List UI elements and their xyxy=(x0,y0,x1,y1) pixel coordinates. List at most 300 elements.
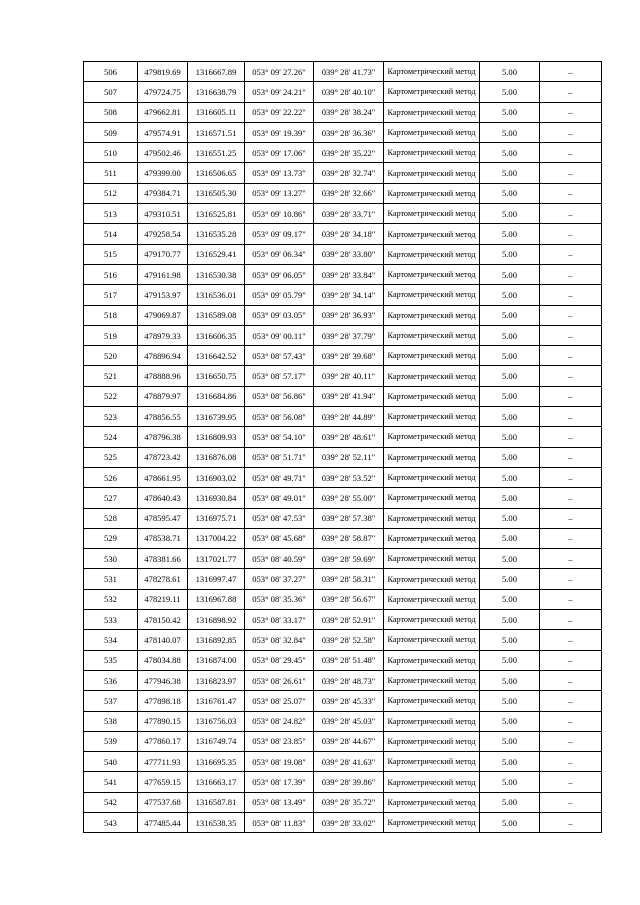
accuracy-cell: 5.00 xyxy=(480,528,540,548)
latitude-cell: 053° 09' 06.34" xyxy=(245,244,314,264)
table-row xyxy=(84,143,602,163)
longitude-cell: 039° 28' 52.91" xyxy=(314,610,384,630)
note-cell: – xyxy=(540,610,602,630)
latitude-cell: 053° 08' 54.10" xyxy=(245,427,314,447)
longitude-cell: 039° 28' 34.14" xyxy=(314,285,384,305)
note-cell: – xyxy=(540,244,602,264)
method-cell: Картометрический метод xyxy=(384,366,480,386)
table-row xyxy=(84,467,602,487)
latitude-cell: 053° 08' 57.17" xyxy=(245,366,314,386)
longitude-cell: 039° 28' 55.00" xyxy=(314,488,384,508)
x-coordinate-cell: 479384.71 xyxy=(138,183,188,203)
table-row xyxy=(84,752,602,772)
method-cell: Картометрический метод xyxy=(384,467,480,487)
accuracy-cell: 5.00 xyxy=(480,812,540,832)
x-coordinate-cell: 478140.07 xyxy=(138,630,188,650)
y-coordinate-cell: 1316642.52 xyxy=(188,346,245,366)
accuracy-cell: 5.00 xyxy=(480,285,540,305)
method-cell: Картометрический метод xyxy=(384,204,480,224)
longitude-cell: 039° 28' 40.10" xyxy=(314,82,384,102)
method-cell: Картометрический метод xyxy=(384,670,480,690)
y-coordinate-cell: 1316589.08 xyxy=(188,305,245,325)
longitude-cell: 039° 28' 59.69" xyxy=(314,549,384,569)
accuracy-cell: 5.00 xyxy=(480,427,540,447)
note-cell: – xyxy=(540,630,602,650)
longitude-cell: 039° 28' 39.68" xyxy=(314,346,384,366)
note-cell: – xyxy=(540,407,602,427)
y-coordinate-cell: 1316529.41 xyxy=(188,244,245,264)
x-coordinate-cell: 477890.15 xyxy=(138,711,188,731)
note-cell: – xyxy=(540,305,602,325)
method-cell: Картометрический метод xyxy=(384,163,480,183)
accuracy-cell: 5.00 xyxy=(480,102,540,122)
table-row xyxy=(84,589,602,609)
point-number-cell: 525 xyxy=(84,447,138,467)
method-cell: Картометрический метод xyxy=(384,589,480,609)
accuracy-cell: 5.00 xyxy=(480,346,540,366)
method-cell: Картометрический метод xyxy=(384,630,480,650)
x-coordinate-cell: 478896.94 xyxy=(138,346,188,366)
method-cell: Картометрический метод xyxy=(384,122,480,142)
note-cell: – xyxy=(540,752,602,772)
x-coordinate-cell: 478888.96 xyxy=(138,366,188,386)
point-number-cell: 535 xyxy=(84,650,138,670)
point-number-cell: 542 xyxy=(84,792,138,812)
y-coordinate-cell: 1316571.51 xyxy=(188,122,245,142)
latitude-cell: 053° 09' 13.73" xyxy=(245,163,314,183)
x-coordinate-cell: 479161.98 xyxy=(138,264,188,284)
accuracy-cell: 5.00 xyxy=(480,630,540,650)
accuracy-cell: 5.00 xyxy=(480,589,540,609)
latitude-cell: 053° 08' 49.71" xyxy=(245,467,314,487)
table-row xyxy=(84,630,602,650)
method-cell: Картометрический метод xyxy=(384,407,480,427)
longitude-cell: 039° 28' 41.63" xyxy=(314,752,384,772)
point-number-cell: 539 xyxy=(84,731,138,751)
y-coordinate-cell: 1316535.28 xyxy=(188,224,245,244)
method-cell: Картометрический метод xyxy=(384,549,480,569)
note-cell: – xyxy=(540,285,602,305)
latitude-cell: 053° 09' 09.17" xyxy=(245,224,314,244)
table-row xyxy=(84,610,602,630)
point-number-cell: 512 xyxy=(84,183,138,203)
table-row xyxy=(84,366,602,386)
latitude-cell: 053° 08' 26.61" xyxy=(245,670,314,690)
x-coordinate-cell: 478219.11 xyxy=(138,589,188,609)
x-coordinate-cell: 477485.44 xyxy=(138,812,188,832)
table-row xyxy=(84,508,602,528)
note-cell: – xyxy=(540,569,602,589)
x-coordinate-cell: 478661.95 xyxy=(138,467,188,487)
latitude-cell: 053° 08' 51.71" xyxy=(245,447,314,467)
accuracy-cell: 5.00 xyxy=(480,549,540,569)
accuracy-cell: 5.00 xyxy=(480,711,540,731)
note-cell: – xyxy=(540,528,602,548)
y-coordinate-cell: 1316876.08 xyxy=(188,447,245,467)
accuracy-cell: 5.00 xyxy=(480,325,540,345)
latitude-cell: 053° 08' 35.36" xyxy=(245,589,314,609)
point-number-cell: 527 xyxy=(84,488,138,508)
accuracy-cell: 5.00 xyxy=(480,143,540,163)
point-number-cell: 513 xyxy=(84,204,138,224)
latitude-cell: 053° 09' 27.26" xyxy=(245,62,314,82)
point-number-cell: 518 xyxy=(84,305,138,325)
table-row xyxy=(84,163,602,183)
point-number-cell: 538 xyxy=(84,711,138,731)
table-row xyxy=(84,731,602,751)
accuracy-cell: 5.00 xyxy=(480,508,540,528)
table-row xyxy=(84,549,602,569)
point-number-cell: 530 xyxy=(84,549,138,569)
longitude-cell: 039° 28' 35.22" xyxy=(314,143,384,163)
note-cell: – xyxy=(540,467,602,487)
longitude-cell: 039° 28' 33.84" xyxy=(314,264,384,284)
y-coordinate-cell: 1316667.89 xyxy=(188,62,245,82)
accuracy-cell: 5.00 xyxy=(480,650,540,670)
longitude-cell: 039° 28' 58.87" xyxy=(314,528,384,548)
accuracy-cell: 5.00 xyxy=(480,82,540,102)
table-row xyxy=(84,102,602,122)
longitude-cell: 039° 28' 33.71" xyxy=(314,204,384,224)
method-cell: Картометрический метод xyxy=(384,427,480,447)
method-cell: Картометрический метод xyxy=(384,772,480,792)
method-cell: Картометрический метод xyxy=(384,731,480,751)
accuracy-cell: 5.00 xyxy=(480,792,540,812)
method-cell: Картометрический метод xyxy=(384,610,480,630)
y-coordinate-cell: 1316695.35 xyxy=(188,752,245,772)
point-number-cell: 514 xyxy=(84,224,138,244)
note-cell: – xyxy=(540,650,602,670)
note-cell: – xyxy=(540,488,602,508)
method-cell: Картометрический метод xyxy=(384,244,480,264)
latitude-cell: 053° 08' 29.45" xyxy=(245,650,314,670)
x-coordinate-cell: 478538.71 xyxy=(138,528,188,548)
note-cell: – xyxy=(540,366,602,386)
table-row xyxy=(84,264,602,284)
table-row xyxy=(84,285,602,305)
longitude-cell: 039° 28' 33.80" xyxy=(314,244,384,264)
note-cell: – xyxy=(540,325,602,345)
y-coordinate-cell: 1316587.81 xyxy=(188,792,245,812)
y-coordinate-cell: 1316967.88 xyxy=(188,589,245,609)
latitude-cell: 053° 08' 32.84" xyxy=(245,630,314,650)
point-number-cell: 524 xyxy=(84,427,138,447)
table-row xyxy=(84,407,602,427)
accuracy-cell: 5.00 xyxy=(480,670,540,690)
method-cell: Картометрический метод xyxy=(384,528,480,548)
x-coordinate-cell: 479662.81 xyxy=(138,102,188,122)
accuracy-cell: 5.00 xyxy=(480,569,540,589)
point-number-cell: 519 xyxy=(84,325,138,345)
latitude-cell: 053° 08' 24.82" xyxy=(245,711,314,731)
latitude-cell: 053° 09' 03.05" xyxy=(245,305,314,325)
latitude-cell: 053° 08' 11.83" xyxy=(245,812,314,832)
point-number-cell: 543 xyxy=(84,812,138,832)
table-row xyxy=(84,122,602,142)
point-number-cell: 533 xyxy=(84,610,138,630)
accuracy-cell: 5.00 xyxy=(480,731,540,751)
method-cell: Картометрический метод xyxy=(384,62,480,82)
accuracy-cell: 5.00 xyxy=(480,163,540,183)
method-cell: Картометрический метод xyxy=(384,792,480,812)
y-coordinate-cell: 1316997.47 xyxy=(188,569,245,589)
method-cell: Картометрический метод xyxy=(384,143,480,163)
y-coordinate-cell: 1316761.47 xyxy=(188,691,245,711)
y-coordinate-cell: 1316739.95 xyxy=(188,407,245,427)
y-coordinate-cell: 1316823.97 xyxy=(188,670,245,690)
x-coordinate-cell: 479819.69 xyxy=(138,62,188,82)
y-coordinate-cell: 1316638.79 xyxy=(188,82,245,102)
accuracy-cell: 5.00 xyxy=(480,122,540,142)
x-coordinate-cell: 479258.54 xyxy=(138,224,188,244)
latitude-cell: 053° 08' 25.07" xyxy=(245,691,314,711)
y-coordinate-cell: 1316650.75 xyxy=(188,366,245,386)
longitude-cell: 039° 28' 36.93" xyxy=(314,305,384,325)
note-cell: – xyxy=(540,386,602,406)
note-cell: – xyxy=(540,508,602,528)
method-cell: Картометрический метод xyxy=(384,508,480,528)
y-coordinate-cell: 1316536.01 xyxy=(188,285,245,305)
note-cell: – xyxy=(540,447,602,467)
x-coordinate-cell: 478856.55 xyxy=(138,407,188,427)
x-coordinate-cell: 479399.00 xyxy=(138,163,188,183)
method-cell: Картометрический метод xyxy=(384,812,480,832)
note-cell: – xyxy=(540,589,602,609)
note-cell: – xyxy=(540,670,602,690)
point-number-cell: 520 xyxy=(84,346,138,366)
method-cell: Картометрический метод xyxy=(384,82,480,102)
longitude-cell: 039° 28' 56.67" xyxy=(314,589,384,609)
longitude-cell: 039° 28' 52.11" xyxy=(314,447,384,467)
accuracy-cell: 5.00 xyxy=(480,447,540,467)
point-number-cell: 532 xyxy=(84,589,138,609)
latitude-cell: 053° 09' 19.39" xyxy=(245,122,314,142)
x-coordinate-cell: 477537.68 xyxy=(138,792,188,812)
point-number-cell: 540 xyxy=(84,752,138,772)
accuracy-cell: 5.00 xyxy=(480,366,540,386)
y-coordinate-cell: 1316530.38 xyxy=(188,264,245,284)
table-row xyxy=(84,204,602,224)
accuracy-cell: 5.00 xyxy=(480,204,540,224)
note-cell: – xyxy=(540,772,602,792)
point-number-cell: 509 xyxy=(84,122,138,142)
x-coordinate-cell: 477860.17 xyxy=(138,731,188,751)
method-cell: Картометрический метод xyxy=(384,447,480,467)
longitude-cell: 039° 28' 36.36" xyxy=(314,122,384,142)
longitude-cell: 039° 28' 35.72" xyxy=(314,792,384,812)
note-cell: – xyxy=(540,102,602,122)
latitude-cell: 053° 09' 17.06" xyxy=(245,143,314,163)
accuracy-cell: 5.00 xyxy=(480,772,540,792)
point-number-cell: 506 xyxy=(84,62,138,82)
longitude-cell: 039° 28' 38.24" xyxy=(314,102,384,122)
note-cell: – xyxy=(540,711,602,731)
latitude-cell: 053° 08' 49.01" xyxy=(245,488,314,508)
point-number-cell: 526 xyxy=(84,467,138,487)
x-coordinate-cell: 477659.15 xyxy=(138,772,188,792)
y-coordinate-cell: 1316809.93 xyxy=(188,427,245,447)
latitude-cell: 053° 09' 13.27" xyxy=(245,183,314,203)
x-coordinate-cell: 478979.33 xyxy=(138,325,188,345)
note-cell: – xyxy=(540,792,602,812)
note-cell: – xyxy=(540,264,602,284)
longitude-cell: 039° 28' 58.31" xyxy=(314,569,384,589)
note-cell: – xyxy=(540,549,602,569)
longitude-cell: 039° 28' 48.61" xyxy=(314,427,384,447)
method-cell: Картометрический метод xyxy=(384,569,480,589)
longitude-cell: 039° 28' 44.67" xyxy=(314,731,384,751)
accuracy-cell: 5.00 xyxy=(480,752,540,772)
y-coordinate-cell: 1316505.30 xyxy=(188,183,245,203)
method-cell: Картометрический метод xyxy=(384,711,480,731)
point-number-cell: 522 xyxy=(84,386,138,406)
x-coordinate-cell: 478150.42 xyxy=(138,610,188,630)
point-number-cell: 507 xyxy=(84,82,138,102)
y-coordinate-cell: 1316684.86 xyxy=(188,386,245,406)
longitude-cell: 039° 28' 45.33" xyxy=(314,691,384,711)
table-row xyxy=(84,224,602,244)
accuracy-cell: 5.00 xyxy=(480,691,540,711)
point-number-cell: 537 xyxy=(84,691,138,711)
table-row xyxy=(84,183,602,203)
y-coordinate-cell: 1316892.85 xyxy=(188,630,245,650)
latitude-cell: 053° 08' 45.68" xyxy=(245,528,314,548)
latitude-cell: 053° 09' 22.22" xyxy=(245,102,314,122)
table-row xyxy=(84,812,602,832)
note-cell: – xyxy=(540,62,602,82)
note-cell: – xyxy=(540,163,602,183)
x-coordinate-cell: 477898.18 xyxy=(138,691,188,711)
longitude-cell: 039° 28' 53.52" xyxy=(314,467,384,487)
note-cell: – xyxy=(540,183,602,203)
y-coordinate-cell: 1316903.02 xyxy=(188,467,245,487)
point-number-cell: 515 xyxy=(84,244,138,264)
longitude-cell: 039° 28' 51.48" xyxy=(314,650,384,670)
longitude-cell: 039° 28' 33.02" xyxy=(314,812,384,832)
point-number-cell: 523 xyxy=(84,407,138,427)
latitude-cell: 053° 08' 17.39" xyxy=(245,772,314,792)
table-row xyxy=(84,569,602,589)
x-coordinate-cell: 479069.87 xyxy=(138,305,188,325)
coordinates-table xyxy=(83,61,602,833)
y-coordinate-cell: 1317004.22 xyxy=(188,528,245,548)
accuracy-cell: 5.00 xyxy=(480,407,540,427)
y-coordinate-cell: 1316538.35 xyxy=(188,812,245,832)
method-cell: Картометрический метод xyxy=(384,224,480,244)
method-cell: Картометрический метод xyxy=(384,183,480,203)
longitude-cell: 039° 28' 45.03" xyxy=(314,711,384,731)
table-row xyxy=(84,244,602,264)
method-cell: Картометрический метод xyxy=(384,264,480,284)
x-coordinate-cell: 479153.97 xyxy=(138,285,188,305)
x-coordinate-cell: 478278.61 xyxy=(138,569,188,589)
y-coordinate-cell: 1317021.77 xyxy=(188,549,245,569)
latitude-cell: 053° 08' 57.43" xyxy=(245,346,314,366)
x-coordinate-cell: 479574.91 xyxy=(138,122,188,142)
point-number-cell: 528 xyxy=(84,508,138,528)
accuracy-cell: 5.00 xyxy=(480,224,540,244)
point-number-cell: 531 xyxy=(84,569,138,589)
point-number-cell: 536 xyxy=(84,670,138,690)
table-row xyxy=(84,772,602,792)
longitude-cell: 039° 28' 32.74" xyxy=(314,163,384,183)
x-coordinate-cell: 478640.43 xyxy=(138,488,188,508)
longitude-cell: 039° 28' 41.94" xyxy=(314,386,384,406)
method-cell: Картометрический метод xyxy=(384,102,480,122)
table-row xyxy=(84,346,602,366)
x-coordinate-cell: 477946.38 xyxy=(138,670,188,690)
method-cell: Картометрический метод xyxy=(384,305,480,325)
latitude-cell: 053° 09' 00.11" xyxy=(245,325,314,345)
method-cell: Картометрический метод xyxy=(384,386,480,406)
note-cell: – xyxy=(540,204,602,224)
latitude-cell: 053° 09' 10.86" xyxy=(245,204,314,224)
method-cell: Картометрический метод xyxy=(384,285,480,305)
table-row xyxy=(84,670,602,690)
y-coordinate-cell: 1316874.00 xyxy=(188,650,245,670)
x-coordinate-cell: 479724.75 xyxy=(138,82,188,102)
point-number-cell: 517 xyxy=(84,285,138,305)
latitude-cell: 053° 08' 23.85" xyxy=(245,731,314,751)
accuracy-cell: 5.00 xyxy=(480,467,540,487)
longitude-cell: 039° 28' 37.79" xyxy=(314,325,384,345)
x-coordinate-cell: 478034.88 xyxy=(138,650,188,670)
table-row xyxy=(84,691,602,711)
table-row xyxy=(84,305,602,325)
note-cell: – xyxy=(540,691,602,711)
accuracy-cell: 5.00 xyxy=(480,183,540,203)
longitude-cell: 039° 28' 48.73" xyxy=(314,670,384,690)
method-cell: Картометрический метод xyxy=(384,752,480,772)
latitude-cell: 053° 08' 56.86" xyxy=(245,386,314,406)
table-row xyxy=(84,792,602,812)
x-coordinate-cell: 479310.51 xyxy=(138,204,188,224)
longitude-cell: 039° 28' 57.38" xyxy=(314,508,384,528)
longitude-cell: 039° 28' 52.58" xyxy=(314,630,384,650)
accuracy-cell: 5.00 xyxy=(480,62,540,82)
longitude-cell: 039° 28' 39.86" xyxy=(314,772,384,792)
table-row xyxy=(84,62,602,82)
point-number-cell: 521 xyxy=(84,366,138,386)
note-cell: – xyxy=(540,427,602,447)
point-number-cell: 508 xyxy=(84,102,138,122)
table-row xyxy=(84,386,602,406)
y-coordinate-cell: 1316663.17 xyxy=(188,772,245,792)
point-number-cell: 511 xyxy=(84,163,138,183)
method-cell: Картометрический метод xyxy=(384,346,480,366)
y-coordinate-cell: 1316898.92 xyxy=(188,610,245,630)
method-cell: Картометрический метод xyxy=(384,691,480,711)
y-coordinate-cell: 1316605.11 xyxy=(188,102,245,122)
accuracy-cell: 5.00 xyxy=(480,305,540,325)
point-number-cell: 529 xyxy=(84,528,138,548)
x-coordinate-cell: 477711.93 xyxy=(138,752,188,772)
latitude-cell: 053° 08' 19.08" xyxy=(245,752,314,772)
method-cell: Картометрический метод xyxy=(384,650,480,670)
table-row xyxy=(84,711,602,731)
accuracy-cell: 5.00 xyxy=(480,386,540,406)
point-number-cell: 534 xyxy=(84,630,138,650)
x-coordinate-cell: 479170.77 xyxy=(138,244,188,264)
table-row xyxy=(84,427,602,447)
latitude-cell: 053° 08' 47.53" xyxy=(245,508,314,528)
accuracy-cell: 5.00 xyxy=(480,244,540,264)
note-cell: – xyxy=(540,731,602,751)
longitude-cell: 039° 28' 41.73" xyxy=(314,62,384,82)
x-coordinate-cell: 478595.47 xyxy=(138,508,188,528)
table-row xyxy=(84,488,602,508)
method-cell: Картометрический метод xyxy=(384,325,480,345)
